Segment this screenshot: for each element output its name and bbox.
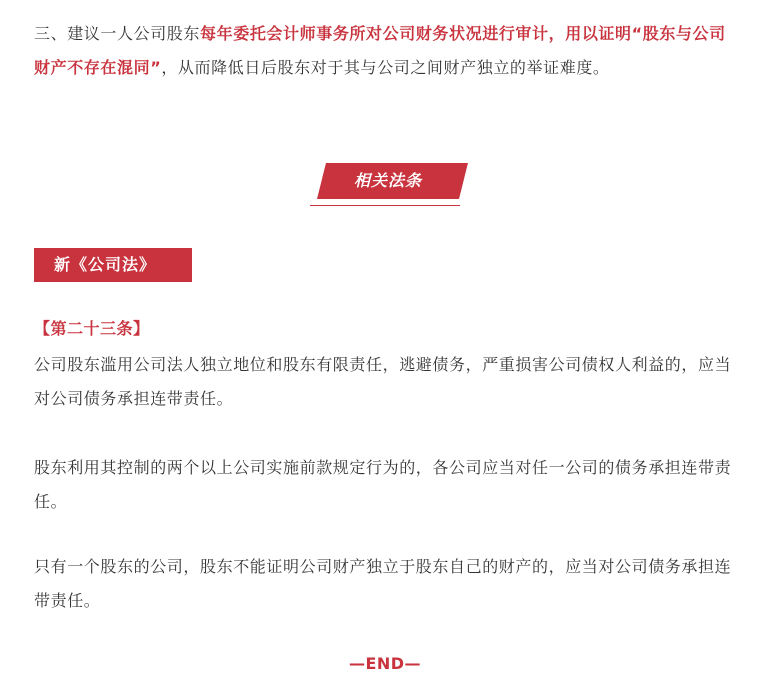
article-title: 【第二十三条】 (34, 319, 150, 338)
article-paragraph-3: 只有一个股东的公司，股东不能证明公司财产独立于股东自己的财产的，应当对公司债务承担连带责任。 (34, 557, 732, 610)
intro-paragraph (34, 17, 740, 85)
section-banner-label: 相关法条 (353, 171, 422, 190)
end-mark: —END— (348, 654, 422, 673)
article-paragraph-1: 公司股东滥用公司法人独立地位和股东有限责任，逃避债务，严重损害公司债权人利益的，应当对公司债务承担连带责任。 (34, 355, 732, 408)
banner-underline (310, 205, 460, 206)
section-banner (317, 163, 459, 199)
article-paragraph-2: 股东利用其控制的两个以上公司实施前款规定行为的，各公司应当对任一公司的债务承担连带责任。 (34, 458, 732, 511)
intro-highlight: 每年委托会计师事务所对公司财务状况进行审计，用以证明“股东与公司财产不存在混同” (34, 24, 726, 77)
intro-prefix: 三、建议一人公司股东 (34, 24, 201, 43)
intro-suffix: ，从而降低日后股东对于其与公司之间财产独立的举证难度。 (161, 58, 610, 77)
law-tag: 新《公司法》 (34, 248, 192, 282)
